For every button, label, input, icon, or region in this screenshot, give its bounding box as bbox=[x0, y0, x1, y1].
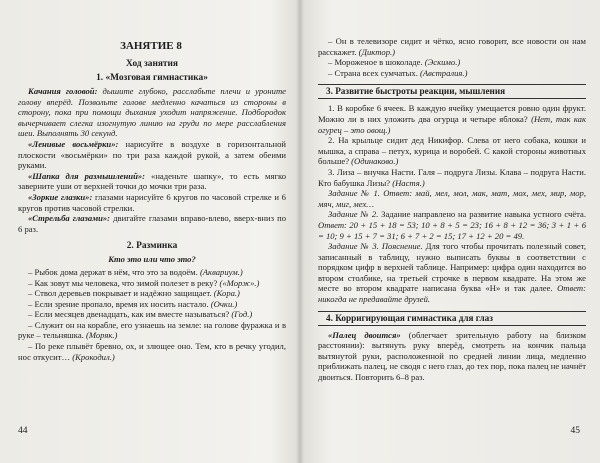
riddle-walrus: – Как зовут мы человека, что зимой полезет в реку? («Морж».) bbox=[28, 277, 260, 288]
riddle-sailor: – Служит он на корабле, его узнаешь на земле: на голове фуражка и в руке – тельняшка. (Моряк.) bbox=[18, 319, 286, 341]
riddle-crocodile: – По реке плывёт бревно, ох, и злющее оно. Тем, кто в речку угодил, нос откусит… (Крокодил.) bbox=[18, 341, 286, 362]
section-heading: Ход занятия bbox=[126, 59, 178, 69]
riddle-eskimo: – Мороженое в шоколаде. (Эскимо.) bbox=[328, 57, 461, 68]
exercise-eye-shooting: «Стрельба глазами»: двигайте глазами вправо-влево, вверх-вниз по 6 раз. bbox=[18, 213, 287, 234]
exercise-sharp-eyes: «Зоркие глазки»: глазами нарисуйте 6 кругов по часовой стрелке и 6 кругов против часовой стрелки. bbox=[18, 191, 286, 213]
right-page bbox=[312, 0, 590, 463]
lesson-title: ЗАНЯТИЕ 8 bbox=[120, 40, 182, 52]
assignment-1: Задание № 1. Ответ: май, мел, мол, мак, мат, мох, мех, мир, мор, мяч, миг, мех… bbox=[318, 188, 586, 209]
exercise-finger-double: «Палец двоится» (облегчает зрительную работу на близком расстоянии): вытянуть руку вперёд, смотреть на кончик пальца вытянутой руки, расположенной по средней линии лица, медленно приближать палец, не сводя с него глаз, до тех пор, пока палец не начнёт двоиться. Повторить 6–8 раз. bbox=[318, 329, 586, 383]
left-page bbox=[12, 0, 290, 463]
right-page-content bbox=[318, 36, 586, 383]
page-number-left: 44 bbox=[18, 426, 28, 437]
exercise-thinking-cap: «Шапка для размышлений»: «наденьте шапку», то есть мягко заверните уши от верхней точки до мочки три раза. bbox=[18, 170, 286, 192]
assignment-2: Задание № 2. Задание направлено на развитие навыка устного счёта. Ответ: 20 + 15 + 18 = 53; 10 + 8 + 5 = 23; 16 + 8 + 12 = 36; 3 + 1 + 6 = 10; 9 + 15 + 7 = 31; 6 + 7 + 2 = 15; 17 + 12 + 20 = 49. bbox=[318, 209, 587, 241]
riddle-year: – Если месяцев двенадцать, как им вместе называться? (Год.) bbox=[28, 309, 253, 320]
riddle-bark: – Ствол деревьев покрывает и надёжно защищает. (Кора.) bbox=[28, 288, 240, 299]
task-grandpa: 2. На крыльце сидит дед Никифор. Слева от него собака, кошки и мышка, а справа – петух, курица и воробей. С какой стороны животных больше? (Одинаково.) bbox=[318, 135, 586, 167]
page-number-right: 45 bbox=[570, 426, 580, 437]
riddle-australia: – Страна всех сумчатых. (Австралия.) bbox=[328, 67, 468, 78]
riddle-announcer: – Он в телевизоре сидит и чётко, ясно говорит, все новости он нам расскажет. (Диктор.) bbox=[318, 36, 586, 57]
task-grandmother: 3. Лиза – внучка Насти. Галя – подруга Лизы. Клава – подруга Насти. Кто бабушка Лизы? (Настя.) bbox=[318, 166, 586, 188]
exercise-lazy-eights: «Ленивые восьмёрки»: нарисуйте в воздухе в горизонтальной плоскости «восьмёрки» по три раза каждой рукой, а затем обеими руками. bbox=[18, 138, 286, 171]
book-gutter bbox=[296, 0, 304, 463]
heading-brain-gym: 1. «Мозговая гимнастика» bbox=[96, 73, 208, 83]
heading-eye-gym: 4. Корригирующая гимнастика для глаз bbox=[318, 311, 586, 326]
heading-warmup: 2. Разминка bbox=[126, 241, 178, 252]
exercise-head-tilt: Качания головой: дышите глубоко, расслабьте плечи и уроните голову вперёд. Позвольте голове медленно качаться из стороны в сторону, пока при помощи дыхания уходит напряжение. Подбородок вычерчивает слегка изогнутую линию на груди по мере расслабления шеи. Выполнять 30 секунд. bbox=[18, 86, 286, 139]
warmup-subtitle: Кто это или что это? bbox=[108, 254, 196, 265]
heading-reaction: 3. Развитие быстроты реакции, мышления bbox=[318, 84, 586, 99]
task-box-fruits: 1. В коробке 6 ячеек. В каждую ячейку умещается ровно один фрукт. Можно ли в них уложить два огурца и четыре яблока? (Нет, так как огурец – это овощ.) bbox=[318, 103, 586, 135]
riddle-aquarium: – Рыбок дома держат в нём, что это за водоём. (Аквариум.) bbox=[28, 266, 243, 277]
assignment-3: Задание № 3. Пояснение. Для того чтобы прочитать полезный совет, записанный в таблицу, нужно выписать буквы в соответствии с порядком цифр в верхней таблице. Например: цифра один находится во втором столбике, на третьей строчке в первом квадрате. На этом же месте во втором квадрате написана буква «Н» и так далее. Ответ: никогда не предавайте друзей. bbox=[318, 241, 586, 305]
left-page-content bbox=[18, 56, 286, 362]
riddle-glasses: – Если зрение пропало, время их носить настало. (Очки.) bbox=[28, 298, 238, 309]
